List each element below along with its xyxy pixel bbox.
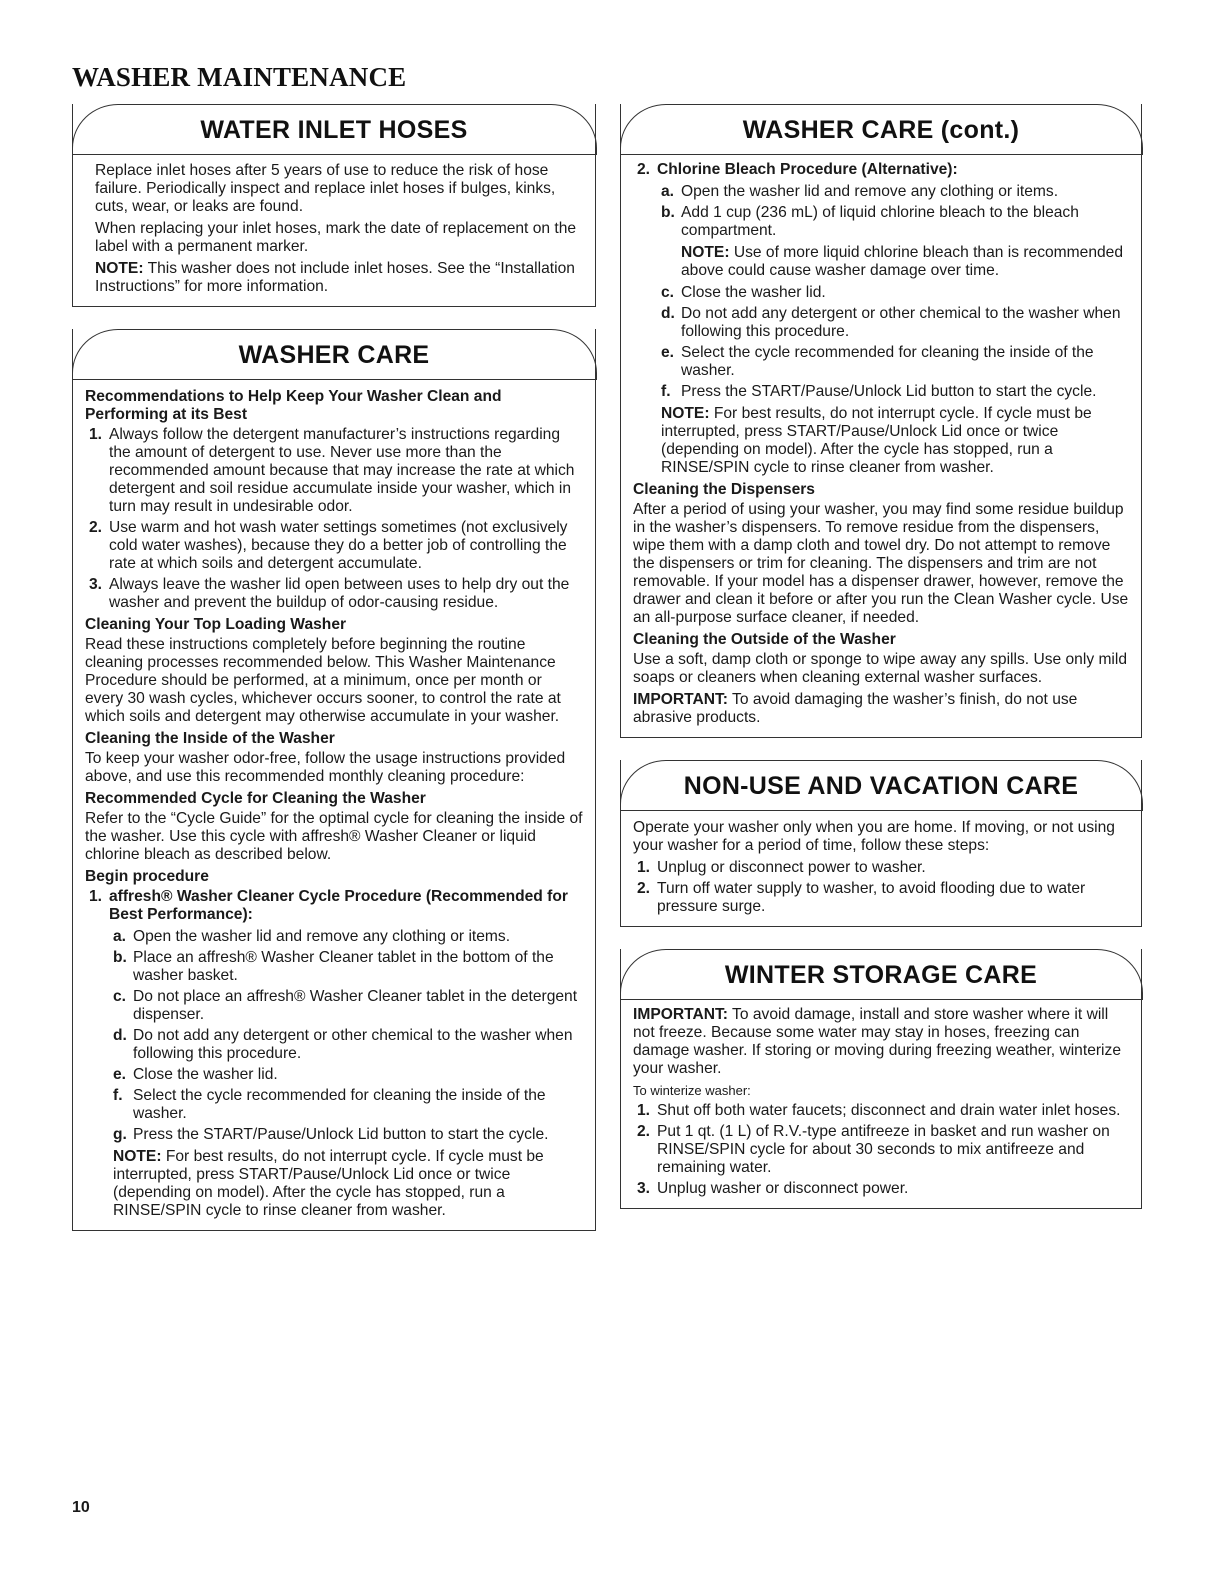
subheading: Recommended Cycle for Cleaning the Washer xyxy=(85,790,426,807)
list-item xyxy=(85,519,583,573)
list-marker: 3. xyxy=(637,1180,651,1197)
list-marker: 2. xyxy=(637,1123,651,1140)
list-item-text: Select the cycle recommended for cleaning the inside of the washer. xyxy=(681,344,1094,379)
recommendations-list xyxy=(85,426,583,612)
list-item xyxy=(85,1087,583,1123)
water-inlet-hoses-section xyxy=(72,104,596,307)
list-item-text: Open the washer lid and remove any clothing or items. xyxy=(681,183,1059,200)
list-marker: f. xyxy=(113,1087,123,1104)
list-item xyxy=(633,383,1129,401)
list-item xyxy=(633,1180,1129,1198)
note-text: For best results, do not interrupt cycle. If cycle must be interrupted, press START/Pause/Unlock Lid once or twice (depending on model). After the cycle has stopped, run a RINSE/SPIN cycle to rinse cleaner from washer. xyxy=(661,405,1092,476)
list-item-text: Always follow the detergent manufacturer’s instructions regarding the amount of detergent to use. Never use more than the recommended amount because that may increase the rate at which detergent and soil residue accumulate inside your washer, which in turn may result in undesirable odor. xyxy=(109,426,575,515)
paragraph: Operate your washer only when you are home. If moving, or not using your washer for a period of time, follow these steps: xyxy=(633,819,1115,854)
list-item-text: Put 1 qt. (1 L) of R.V.-type antifreeze in basket and run washer on RINSE/SPIN cycle for about 30 seconds to mix antifreeze and remaining water. xyxy=(657,1123,1110,1176)
paragraph: Use a soft, damp cloth or sponge to wipe away any spills. Use only mild soaps or cleaners when cleaning external washer surfaces. xyxy=(633,651,1128,686)
note-label: NOTE: xyxy=(113,1148,162,1165)
list-item-text: Place an affresh® Washer Cleaner tablet in the bottom of the washer basket. xyxy=(133,949,554,984)
list-item-text: affresh® Washer Cleaner Cycle Procedure (Recommended for Best Performance): xyxy=(109,888,568,923)
list-item xyxy=(633,183,1129,201)
note-text: Use of more liquid chlorine bleach than is recommended above could cause washer damage over time. xyxy=(681,244,1124,279)
list-item xyxy=(633,284,1129,302)
note xyxy=(85,1148,583,1220)
list-item xyxy=(85,949,583,985)
paragraph: To keep your washer odor-free, follow the usage instructions provided above, and use this recommended monthly cleaning procedure: xyxy=(85,750,566,785)
winter-steps-list xyxy=(633,1102,1129,1198)
left-column xyxy=(72,104,596,1253)
page-title: WASHER MAINTENANCE xyxy=(72,62,407,92)
paragraph: Replace inlet hoses after 5 years of use to reduce the risk of hose failure. Periodically inspect and replace inlet hoses if bulges, kinks, cuts, wear, or leaks are found. xyxy=(95,162,556,215)
list-item xyxy=(85,888,583,924)
list-item-text: Do not add any detergent or other chemical to the washer when following this procedure. xyxy=(681,305,1121,340)
list-item xyxy=(633,880,1129,916)
list-item xyxy=(633,1123,1129,1177)
list-item-text: Open the washer lid and remove any clothing or items. xyxy=(133,928,511,945)
note-text: This washer does not include inlet hoses. See the “Installation Instructions” for more information. xyxy=(95,260,575,295)
list-item xyxy=(85,1066,583,1084)
note-label: NOTE: xyxy=(661,405,710,422)
list-item xyxy=(633,1102,1129,1120)
list-item xyxy=(633,161,1129,179)
note-text: For best results, do not interrupt cycle. If cycle must be interrupted, press START/Pause/Unlock Lid once or twice (depending on model). After the cycle has stopped, run a RINSE/SPIN cycle to rinse cleaner from washer. xyxy=(113,1148,544,1219)
section-body xyxy=(621,155,1141,737)
note-label: NOTE: xyxy=(681,244,730,261)
list-marker: b. xyxy=(661,204,675,221)
section-header xyxy=(621,104,1141,155)
section-header xyxy=(621,949,1141,1000)
section-title: WATER INLET HOSES xyxy=(200,116,468,144)
list-item-text: Press the START/Pause/Unlock Lid button to start the cycle. xyxy=(681,383,1097,400)
list-marker: 3. xyxy=(89,576,103,593)
list-marker: d. xyxy=(661,305,675,322)
list-item xyxy=(85,426,583,516)
section-header xyxy=(73,329,595,380)
list-item-text: Chlorine Bleach Procedure (Alternative): xyxy=(657,161,958,178)
subheading: Cleaning the Dispensers xyxy=(633,481,815,498)
list-item xyxy=(85,928,583,946)
page-number: 10 xyxy=(72,1499,90,1516)
bleach-steps-list-continued xyxy=(633,284,1129,401)
subheading: Recommendations to Help Keep Your Washer Clean and Performing at its Best xyxy=(85,388,502,423)
section-body xyxy=(73,380,595,1230)
list-item-text: Add 1 cup (236 mL) of liquid chlorine bleach to the bleach compartment. xyxy=(681,204,1079,239)
paragraph: Refer to the “Cycle Guide” for the optimal cycle for cleaning the inside of the washer. Use this cycle with affresh® Washer Cleaner or liquid chlorine bleach as described below. xyxy=(85,810,583,863)
list-marker: c. xyxy=(661,284,675,301)
list-marker: e. xyxy=(113,1066,127,1083)
list-item xyxy=(633,859,1129,877)
list-marker: a. xyxy=(661,183,675,200)
list-marker: 1. xyxy=(89,426,103,443)
list-item xyxy=(633,344,1129,380)
subheading: Cleaning the Outside of the Washer xyxy=(633,631,896,648)
important-text: To avoid damaging the washer’s finish, do not use abrasive products. xyxy=(633,691,1078,726)
list-item xyxy=(633,204,1129,240)
important-label: IMPORTANT: xyxy=(633,691,728,708)
list-item-text: Unplug or disconnect power to washer. xyxy=(657,859,926,876)
subheading: Begin procedure xyxy=(85,868,209,885)
bleach-steps-list xyxy=(633,183,1129,240)
list-marker: f. xyxy=(661,383,671,400)
list-marker: 2. xyxy=(637,161,651,178)
list-item-text: Press the START/Pause/Unlock Lid button to start the cycle. xyxy=(133,1126,549,1143)
subheading: Cleaning Your Top Loading Washer xyxy=(85,616,347,633)
list-item xyxy=(85,988,583,1024)
list-item-text: Do not add any detergent or other chemical to the washer when following this procedure. xyxy=(133,1027,573,1062)
note xyxy=(95,260,583,296)
list-item-text: Shut off both water faucets; disconnect and drain water inlet hoses. xyxy=(657,1102,1121,1119)
section-title: NON-USE AND VACATION CARE xyxy=(683,772,1079,800)
list-marker: a. xyxy=(113,928,127,945)
list-item-text: Use warm and hot wash water settings sometimes (not exclusively cold water washes), because they do a better job of controlling the rate at which soils and detergent accumulate. xyxy=(109,519,568,572)
list-item-text: Always leave the washer lid open between uses to help dry out the washer and prevent the buildup of odor-causing residue. xyxy=(109,576,570,611)
paragraph: When replacing your inlet hoses, mark the date of replacement on the label with a permanent marker. xyxy=(95,220,577,255)
list-item-text: Turn off water supply to washer, to avoid flooding due to water pressure surge. xyxy=(657,880,1086,915)
list-item xyxy=(633,305,1129,341)
list-marker: 1. xyxy=(89,888,103,905)
section-body xyxy=(621,1000,1141,1208)
procedure-list xyxy=(633,161,1129,179)
list-item-text: Unplug washer or disconnect power. xyxy=(657,1180,909,1197)
list-item-text: Select the cycle recommended for cleaning the inside of the washer. xyxy=(133,1087,546,1122)
important-note xyxy=(633,1006,1129,1078)
section-header xyxy=(621,760,1141,811)
list-marker: e. xyxy=(661,344,675,361)
list-marker: g. xyxy=(113,1126,127,1143)
right-column xyxy=(620,104,1142,1231)
list-item-text: Close the washer lid. xyxy=(133,1066,278,1083)
paragraph: To winterize washer: xyxy=(633,1083,751,1098)
important-note xyxy=(633,691,1129,727)
list-marker: d. xyxy=(113,1027,127,1044)
list-marker: c. xyxy=(113,988,127,1005)
list-item-text: Do not place an affresh® Washer Cleaner tablet in the detergent dispenser. xyxy=(133,988,578,1023)
winter-storage-section xyxy=(620,949,1142,1209)
washer-care-section xyxy=(72,329,596,1231)
list-marker: b. xyxy=(113,949,127,966)
list-marker: 1. xyxy=(637,1102,651,1119)
list-marker: 2. xyxy=(89,519,103,536)
section-title: WINTER STORAGE CARE xyxy=(724,961,1038,989)
non-use-vacation-section xyxy=(620,760,1142,927)
paragraph: After a period of using your washer, you may find some residue buildup in the washer’s dispensers. To remove residue from the dispensers, wipe them with a damp cloth and towel dry. Do not attempt to remove the dispensers or trim for cleaning. The dispensers and trim are not removable. If your model has a dispenser drawer, however, remove the drawer and clean it before or after you run the Clean Washer cycle. Use an all-purpose surface cleaner, if needed. xyxy=(633,501,1129,626)
paragraph: Read these instructions completely before beginning the routine cleaning processes recommended below. This Washer Maintenance Procedure should be performed, at a minimum, once per month or every 30 wash cycles, whichever occurs sooner, to control the rate at which soils and detergent may otherwise accumulate in your washer. xyxy=(85,636,561,725)
important-label: IMPORTANT: xyxy=(633,1006,728,1023)
list-item-text: Close the washer lid. xyxy=(681,284,826,301)
procedure-list xyxy=(85,888,583,924)
section-body xyxy=(621,811,1141,926)
list-item xyxy=(85,1027,583,1063)
section-header xyxy=(73,104,595,155)
list-marker: 1. xyxy=(637,859,651,876)
list-item xyxy=(85,576,583,612)
section-title: WASHER CARE (cont.) xyxy=(742,116,1020,144)
subheading: Cleaning the Inside of the Washer xyxy=(85,730,335,747)
note xyxy=(633,244,1129,280)
list-item xyxy=(85,1126,583,1144)
vacation-steps-list xyxy=(633,859,1129,916)
affresh-steps-list xyxy=(85,928,583,1144)
note xyxy=(633,405,1129,477)
note-label: NOTE: xyxy=(95,260,144,277)
list-marker: 2. xyxy=(637,880,651,897)
section-title: WASHER CARE xyxy=(238,341,430,369)
washer-care-cont-section xyxy=(620,104,1142,738)
section-body xyxy=(73,155,595,306)
important-text: To avoid damage, install and store washer where it will not freeze. Because some water may stay in hoses, freezing can damage washer. If storing or moving during freezing weather, winterize your washer. xyxy=(633,1006,1121,1077)
